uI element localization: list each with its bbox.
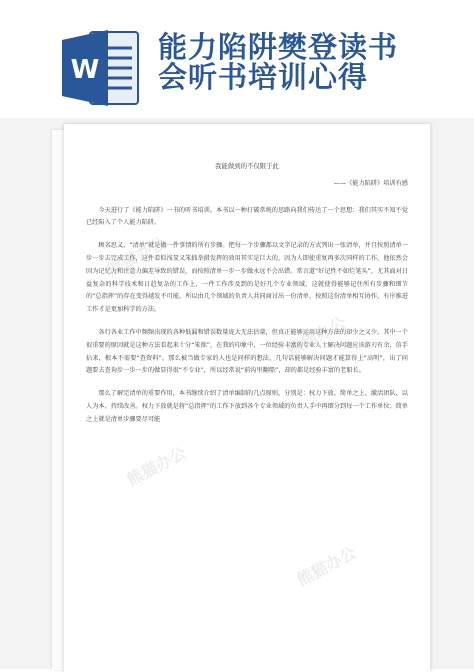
title-line-1: 能力陷阱樊登读书 bbox=[158, 30, 399, 64]
document-body bbox=[86, 160, 408, 437]
watermark: 熊猫办公 bbox=[123, 442, 190, 490]
document-page bbox=[64, 124, 430, 672]
watermark: 熊猫办公 bbox=[293, 542, 360, 590]
document-heading: 我能做到的不仅限于此 bbox=[215, 162, 279, 170]
title-line-2: 会听书培训心得 bbox=[158, 60, 369, 94]
word-document-icon bbox=[60, 26, 142, 110]
paragraph-4: 那么了解完清单的重要作用，本书继续介绍了清单编制的几点原则，分别是：权力下放、简单之上、激活团队、以人为本、持续改善。权力下放就是将“总指挥”的工作下放到各个专业领域的负责人手中再细分到每一个工作单位；简单之上就是清单步骤要尽可能 bbox=[86, 390, 408, 423]
watermark: 熊猫办公 bbox=[103, 232, 170, 280]
paragraph-2: 顾名思义，“清单”就是做一件事情的所有步骤。把每一个步骤都以文字记录的方式列出一张清单，并且按照清单一步一步去完成工作，这件看似浅显又笨拙举措发挥的效用其实是巨大的，因为人即使重复再多次同样的工作，他依然会因为记忆力和注意力偏差导致的错误，而按照清单一步一步做永远不会出错。常言道“好记性不如烂笔头”，尤其面对日益复杂的科学技术和日趋复杂的工作上，一件工作涉及到的是好几个专业领域，这就使得能够记住所有步骤和细节的“总指挥”的存在变得越发不可能。所以由几个领域的负责人共同商讨出一份清单，按照这份清单相互协作，有序推进工作才是更加科学的方法。 bbox=[86, 242, 408, 314]
paragraph-1: 今天进行了《能力陷阱》一书的听书培训。本书以一种打破常规的思路向我们传达了一个思想：我们其实不知不觉已经陷入了个人能力陷阱。 bbox=[86, 206, 408, 227]
banner bbox=[0, 0, 474, 118]
document-subheading: ——《能力陷阱》培训有感 bbox=[333, 179, 408, 187]
word-logo-letter: W bbox=[70, 55, 100, 85]
page-title bbox=[158, 32, 474, 92]
watermark: 熊猫办公 bbox=[283, 312, 350, 360]
paragraph-3: 各行各业工作中频频出现的各种低漏和错误数量庞大无法估量，但真正能够运用这种方法的却少之又少。其中一个很重要的原因就是这种方法看起来十分“笨拙”，在我的印象中，一位经验丰富的专业人士解决问题应该游刃有余，信手拈来，根本不需要“查资料”。那么被当做专家的人也是同样的想法，几句话能够解决问题才能算得上“高明”，出了问题要去查询步一步一步的做显得很“不专业”，所以经常说“前沟里翻船”，却的都是经验丰富的老船长。 bbox=[86, 328, 408, 375]
